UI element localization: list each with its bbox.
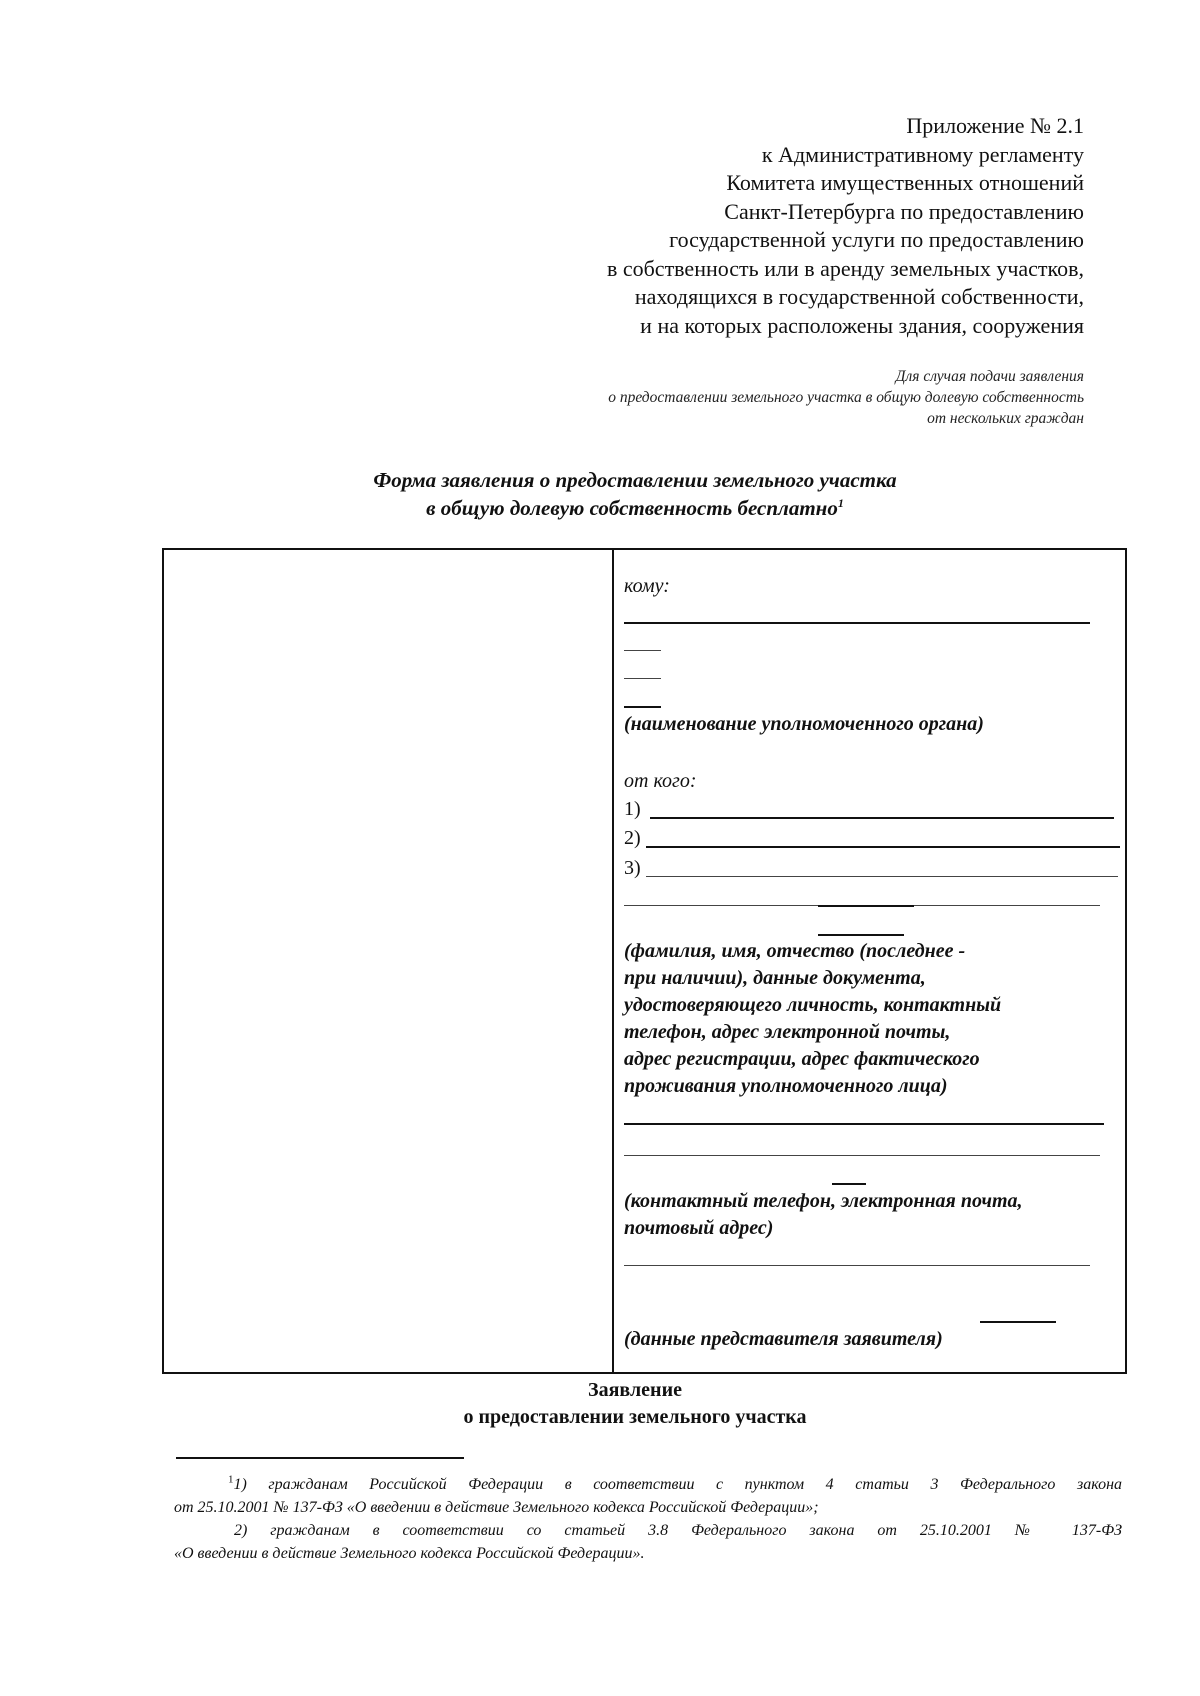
caption-line: адрес регистрации, адрес фактического xyxy=(624,1048,980,1070)
representative-input-line-short[interactable] xyxy=(832,1155,866,1156)
form-title-line2 xyxy=(160,494,1110,522)
footnote-1 xyxy=(174,1473,1122,1565)
representative-input-line[interactable] xyxy=(624,1123,1104,1125)
from-label: от кого: xyxy=(624,770,697,792)
applicant-1-input-line[interactable] xyxy=(650,817,1114,819)
applicant-number: 3) xyxy=(624,857,641,879)
note-line: о предоставлении земельного участка в общую долевую собственность xyxy=(608,389,1084,406)
appendix-line: государственной услуги по предоставлению xyxy=(669,227,1084,252)
contact-input-line[interactable] xyxy=(624,1265,1090,1266)
representative-caption xyxy=(624,938,1001,1100)
caption-line: удостоверяющего личность, контактный xyxy=(624,994,1002,1016)
authority-input-line-short[interactable] xyxy=(624,650,661,651)
to-label: кому: xyxy=(624,575,670,597)
appendix-line: Санкт-Петербурга по предоставлению xyxy=(724,198,1084,224)
applicant-representative-caption: (данные представителя заявителя) xyxy=(624,1328,943,1350)
applicant-3-input-line[interactable] xyxy=(646,876,1118,877)
authority-input-line-short[interactable] xyxy=(624,678,661,679)
caption-line: почтовый адрес) xyxy=(624,1217,774,1239)
authority-input-line-short[interactable] xyxy=(624,706,661,708)
extra-input-line-short[interactable] xyxy=(818,934,904,936)
caption-line: телефон, адрес электронной почты, xyxy=(624,1021,951,1043)
footnote-line xyxy=(174,1473,1122,1496)
footnote-mark: 1 xyxy=(228,1473,234,1486)
footnote-text: 1) гражданам Российской Федерации в соответствии с пунктом 4 статьи 3 Федерального закона xyxy=(233,1476,1122,1493)
authority-caption: (наименование уполномоченного органа) xyxy=(624,713,984,735)
applicant-number: 2) xyxy=(624,827,641,849)
footnote-line: от 25.10.2001 № 137-ФЗ «О введении в действие Земельного кодекса Российской Федерации»; xyxy=(174,1499,819,1516)
applicant-number: 1) xyxy=(624,798,641,820)
caption-line: проживания уполномоченного лица) xyxy=(624,1075,948,1097)
form-title-line1: Форма заявления о предоставлении земельного участка xyxy=(373,468,897,492)
contact-input-line-short[interactable] xyxy=(980,1321,1056,1323)
footnote-separator xyxy=(176,1457,464,1459)
caption-line: (фамилия, имя, отчество (последнее - xyxy=(624,940,966,962)
form-title xyxy=(160,466,1110,522)
appendix-line: к Административному регламенту xyxy=(761,141,1084,167)
applicant-2-input-line[interactable] xyxy=(646,846,1120,848)
caption-line: при наличии), данные документа, xyxy=(624,967,926,989)
statement-subtitle: о предоставлении земельного участка xyxy=(463,1406,807,1428)
left-blank-cell xyxy=(164,550,610,1372)
appendix-line: и на которых расположены здания, сооружения xyxy=(640,312,1084,338)
note-line: от нескольких граждан xyxy=(927,410,1084,427)
appendix-line: Комитета имущественных отношений xyxy=(726,170,1084,195)
footnote-reference[interactable]: 1 xyxy=(837,496,844,510)
authority-input-line[interactable] xyxy=(624,622,1090,624)
table-column-divider xyxy=(612,548,614,1374)
footnote-line: «О введении в действие Земельного кодекса Российской Федерации». xyxy=(174,1545,645,1562)
contact-caption xyxy=(624,1188,1023,1242)
representative-input-line-short[interactable] xyxy=(832,1183,866,1185)
caption-line: (контактный телефон, электронная почта, xyxy=(624,1190,1023,1212)
appendix-line: находящихся в государственной собственности, xyxy=(634,284,1084,309)
appendix-line: Приложение № 2.1 xyxy=(906,113,1084,138)
footnote-line: 2) гражданам в соответствии со статьей 3.8 Федерального закона от 25.10.2001 № 137-ФЗ xyxy=(234,1522,1122,1539)
statement-title: Заявление xyxy=(588,1379,682,1401)
form-title-line2-text: в общую долевую собственность бесплатно xyxy=(426,496,838,520)
applicability-note xyxy=(608,366,1084,429)
statement-heading xyxy=(160,1377,1110,1431)
appendix-line: в собственность или в аренду земельных участков, xyxy=(606,255,1084,281)
appendix-header xyxy=(607,112,1084,340)
note-line: Для случая подачи заявления xyxy=(895,368,1084,385)
extra-input-line-short[interactable] xyxy=(818,905,914,907)
